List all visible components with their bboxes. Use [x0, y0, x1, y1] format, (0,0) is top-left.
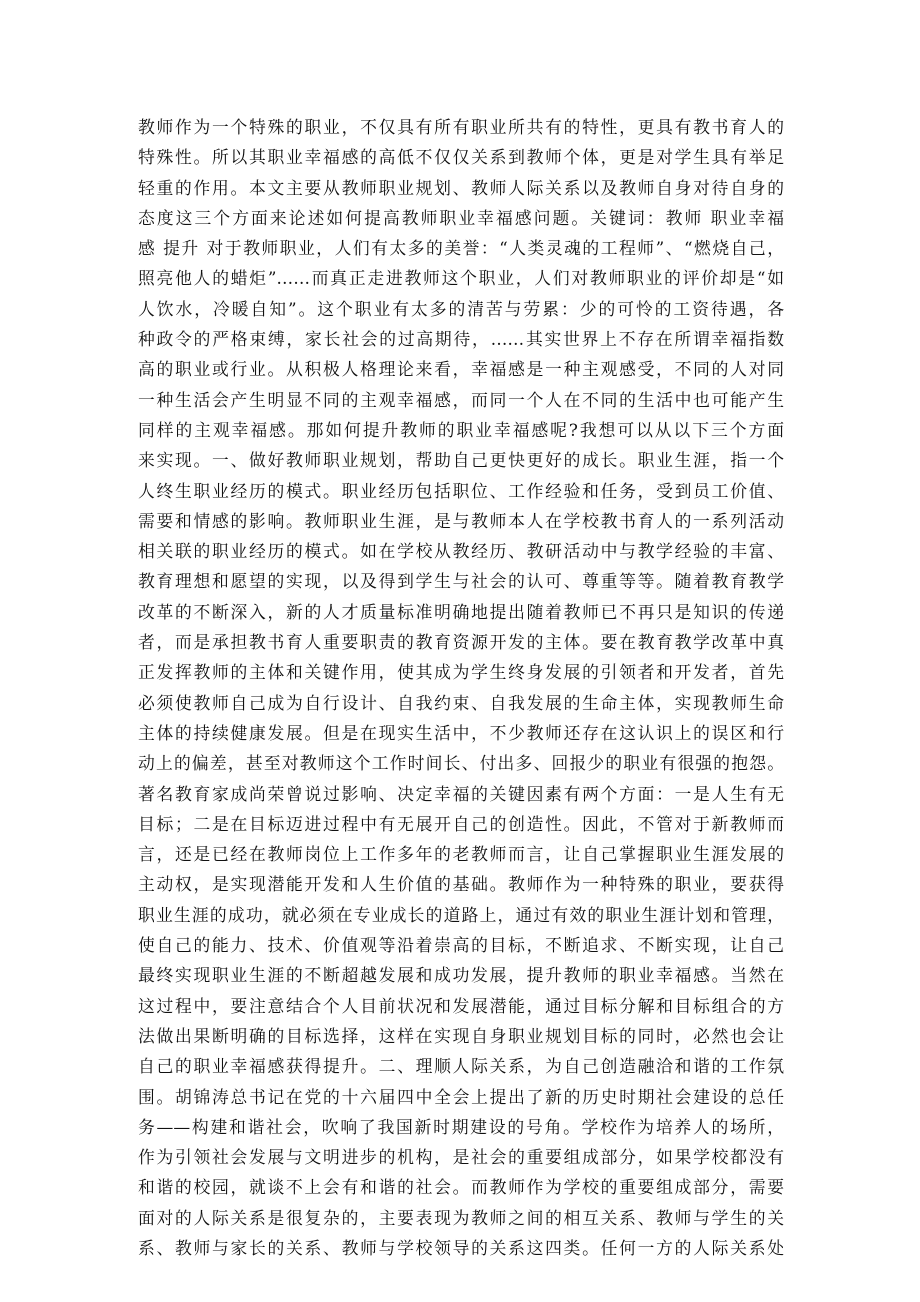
text-line: 主体的持续健康发展。但是在现实生活中，不少教师还存在这认识上的误区和行 — [138, 722, 784, 743]
text-line: 高的职业或行业。从积极人格理论来看，幸福感是一种主观感受，不同的人对同 — [138, 359, 784, 380]
text-line: 感 提升 对于教师职业，人们有太多的美誉：“人类灵魂的工程师”、“燃烧自己， — [138, 238, 784, 259]
text-line: 相关联的职业经历的模式。如在学校从教经历、教研活动中与教学经验的丰富、 — [138, 541, 784, 562]
text-line: 教育理想和愿望的实现，以及得到学生与社会的认可、尊重等等。随着教育教学 — [138, 571, 784, 592]
text-line: 人饮水，冷暖自知”。这个职业有太多的清苦与劳累：少的可怜的工资待遇，各 — [138, 298, 784, 319]
text-line: 言，还是已经在教师岗位上工作多年的老教师而言，让自己掌握职业生涯发展的 — [138, 844, 784, 865]
text-line: 和谐的校园，就谈不上会有和谐的社会。而教师作为学校的重要组成部分，需要 — [138, 1177, 784, 1198]
text-line: 者，而是承担教书育人重要职责的教育资源开发的主体。要在教育教学改革中真 — [138, 632, 784, 653]
text-line: 人终生职业经历的模式。职业经历包括职位、工作经验和任务，受到员工价值、 — [138, 480, 784, 501]
text-line: 自己的职业幸福感获得提升。二、理顺人际关系，为自己创造融洽和谐的工作氛 — [138, 1056, 784, 1077]
text-line: 主动权，是实现潜能开发和人生价值的基础。教师作为一种特殊的职业，要获得 — [138, 874, 784, 895]
text-line: 面对的人际关系是很复杂的，主要表现为教师之间的相互关系、教师与学生的关 — [138, 1207, 784, 1228]
text-line: 种政令的严格束缚，家长社会的过高期待，……其实世界上不存在所谓幸福指数 — [138, 329, 784, 350]
text-line: 一种生活会产生明显不同的主观幸福感，而同一个人在不同的生活中也可能产生 — [138, 389, 784, 410]
text-line: 同样的主观幸福感。那如何提升教师的职业幸福感呢?我想可以从以下三个方面 — [138, 419, 784, 440]
text-line: 轻重的作用。本文主要从教师职业规划、教师人际关系以及教师自身对待自身的 — [138, 177, 784, 198]
text-line: 职业生涯的成功，就必须在专业成长的道路上，通过有效的职业生涯计划和管理， — [138, 904, 784, 925]
document-body — [138, 112, 784, 1263]
text-line: 系、教师与家长的关系、教师与学校领导的关系这四类。任何一方的人际关系处 — [138, 1237, 784, 1258]
text-line: 务——构建和谐社会，吹响了我国新时期建设的号角。学校作为培养人的场所， — [138, 1116, 784, 1137]
text-line: 围。胡锦涛总书记在党的十六届四中全会上提出了新的历史时期社会建设的总任 — [138, 1086, 784, 1107]
text-line: 法做出果断明确的目标选择，这样在实现自身职业规划目标的同时，必然也会让 — [138, 1025, 784, 1046]
text-line: 目标；二是在目标迈进过程中有无展开自己的创造性。因此，不管对于新教师而 — [138, 813, 784, 834]
text-line: 态度这三个方面来论述如何提高教师职业幸福感问题。关键词：教师 职业幸福 — [138, 207, 784, 228]
text-line: 需要和情感的影响。教师职业生涯，是与教师本人在学校教书育人的一系列活动 — [138, 510, 784, 531]
text-line: 作为引领社会发展与文明进步的机构，是社会的重要组成部分，如果学校都没有 — [138, 1147, 784, 1168]
text-line: 最终实现职业生涯的不断超越发展和成功发展，提升教师的职业幸福感。当然在 — [138, 965, 784, 986]
text-line: 改革的不断深入，新的人才质量标准明确地提出随着教师已不再只是知识的传递 — [138, 601, 784, 622]
text-line: 正发挥教师的主体和关键作用，使其成为学生终身发展的引领者和开发者，首先 — [138, 662, 784, 683]
text-line: 必须使教师自己成为自行设计、自我约束、自我发展的生命主体，实现教师生命 — [138, 692, 784, 713]
text-line: 著名教育家成尚荣曾说过影响、决定幸福的关键因素有两个方面：一是人生有无 — [138, 783, 784, 804]
text-line: 教师作为一个特殊的职业，不仅具有所有职业所共有的特性，更具有教书育人的 — [138, 117, 784, 137]
text-line: 使自己的能力、技术、价值观等沿着崇高的目标，不断追求、不断实现，让自己 — [138, 935, 784, 956]
text-line: 特殊性。所以其职业幸福感的高低不仅仅关系到教师个体，更是对学生具有举足 — [138, 147, 784, 168]
text-line: 照亮他人的蜡炬”……而真正走进教师这个职业，人们对教师职业的评价却是“如 — [138, 268, 784, 289]
text-line: 动上的偏差，甚至对教师这个工作时间长、付出多、回报少的职业有很强的抱怨。 — [138, 753, 784, 774]
text-line: 这过程中，要注意结合个人目前状况和发展潜能，通过目标分解和目标组合的方 — [138, 995, 784, 1016]
text-line: 来实现。一、做好教师职业规划，帮助自己更快更好的成长。职业生涯，指一个 — [138, 450, 784, 471]
